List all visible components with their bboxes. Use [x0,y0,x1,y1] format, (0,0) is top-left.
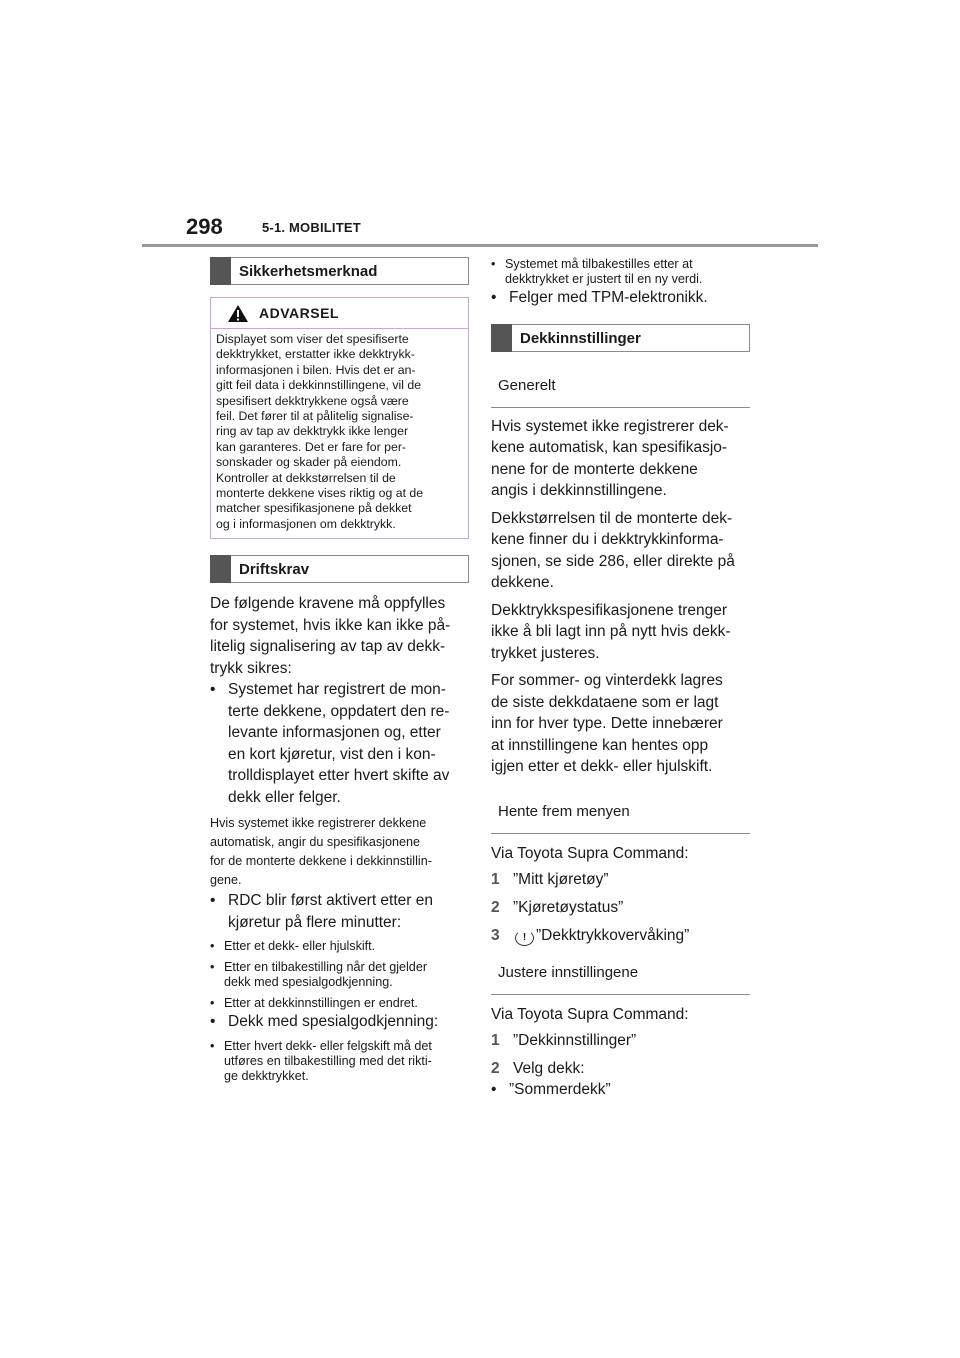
list-item: • ”Sommerdekk” [491,1080,611,1098]
requirements-heading: Driftskrav [210,555,469,583]
sub-list-item: • Etter at dekkinnstillingen er endret. [210,996,418,1011]
paragraph: For sommer- og vinterdekk lagres de siste dekkdataene som er lagt inn for hver type. Dette innebærer at innstillingene kan hentes opp igjen etter et dekk- eller hjulskift. [491,672,723,775]
tire-pressure-warning-icon: ! [515,930,534,946]
sub-list-item: • Systemet må tilbakestilles etter at dekktrykket er justert til en ny verdi. [491,257,703,286]
right-column [491,257,750,1100]
paragraph: Hvis systemet ikke registrerer dek- kene automatisk, kan spesifikasjo- nene for de monterte dekkene angis i dekkinnstillingene. [491,417,729,499]
step: 1 ”Dekkinnstillinger” [491,1031,637,1049]
warning-box [210,297,469,539]
via-text: Via Toyota Supra Command: [491,844,689,862]
list-item: • Dekk med spesialgodkjenning: [210,1013,439,1031]
list-item: • Systemet har registrert de mon- terte dekkene, oppdatert den re- levante informasjonen og, etter en kort kjøretur, vist den i kon- trolldisplayet etter hvert skifte av dekk eller felger. [210,681,450,806]
paragraph: Dekktrykkspesifikasjonene trenger ikke å bli lagt inn på nytt hvis dekk- trykket justeres. [491,601,731,662]
note-paragraph: Hvis systemet ikke registrerer dekkene automatisk, angir du spesifikasjonene for de monterte dekkene i dekkinnstillin- gene. [210,816,432,888]
menu-subheading: Hente frem menyen [491,790,750,834]
section-header: 5-1. MOBILITET [262,220,361,235]
via-text: Via Toyota Supra Command: [491,1005,689,1023]
step: 1 ”Mitt kjøretøy” [491,870,609,888]
step: 3 ! ”Dekktrykkovervåking” [491,926,690,944]
settings-heading: Dekkinnstillinger [491,324,750,352]
list-item: • RDC blir først aktivert etter en kjøretur på flere minutter: [210,892,433,931]
step: 2 Velg dekk: [491,1059,585,1077]
sub-list-item: • Etter et dekk- eller hjulskift. [210,939,376,954]
list-item: • Felger med TPM-elektronikk. [491,289,708,306]
left-column [210,257,469,1084]
sub-list-item: • Etter en tilbakestilling når det gjelder dekk med spesialgodkjenning. [210,960,428,990]
intro-paragraph: De følgende kravene må oppfylles for systemet, hvis ikke kan ikke på- litelig signalisering av tap av dekk- trykk sikres: [210,595,451,677]
warning-triangle-icon [227,304,249,328]
general-subheading: Generelt [491,364,750,408]
paragraph: Dekkstørrelsen til de monterte dek- kene finner du i dekktrykkinforma- sjonen, se side 286, eller direkte på dekkene. [491,509,735,591]
warning-title: ADVARSEL [259,305,339,321]
page-number: 298 [186,214,223,239]
header-rule [142,244,818,247]
adjust-subheading: Justere innstillingene [491,951,750,995]
step: 2 ”Kjøretøystatus” [491,898,624,916]
sub-list-item: • Etter hvert dekk- eller felgskift må det utføres en tilbakestilling med det rikti- ge dekktrykket. [210,1038,432,1083]
safety-heading: Sikkerhetsmerknad [210,257,469,285]
warning-text: Displayet som viser det spesifiserte dekktrykket, erstatter ikke dekktrykk- informasjonen i bilen. Hvis det er an- gitt feil data i dekkinnstillingene, vil de spesifisert dekktrykkene også være feil. Det fører til at pålitelig signalise- ring av tap av dekktrykk ikke lenger kan garanteres. Det er fare for per- sonskader og skader på eiendom. Kontroller at dekkstørrelsen til de monterte dekkene vises riktig og at de matcher spesifikasjonene på dekket og i informasjonen om dekktrykk. [216,332,424,531]
